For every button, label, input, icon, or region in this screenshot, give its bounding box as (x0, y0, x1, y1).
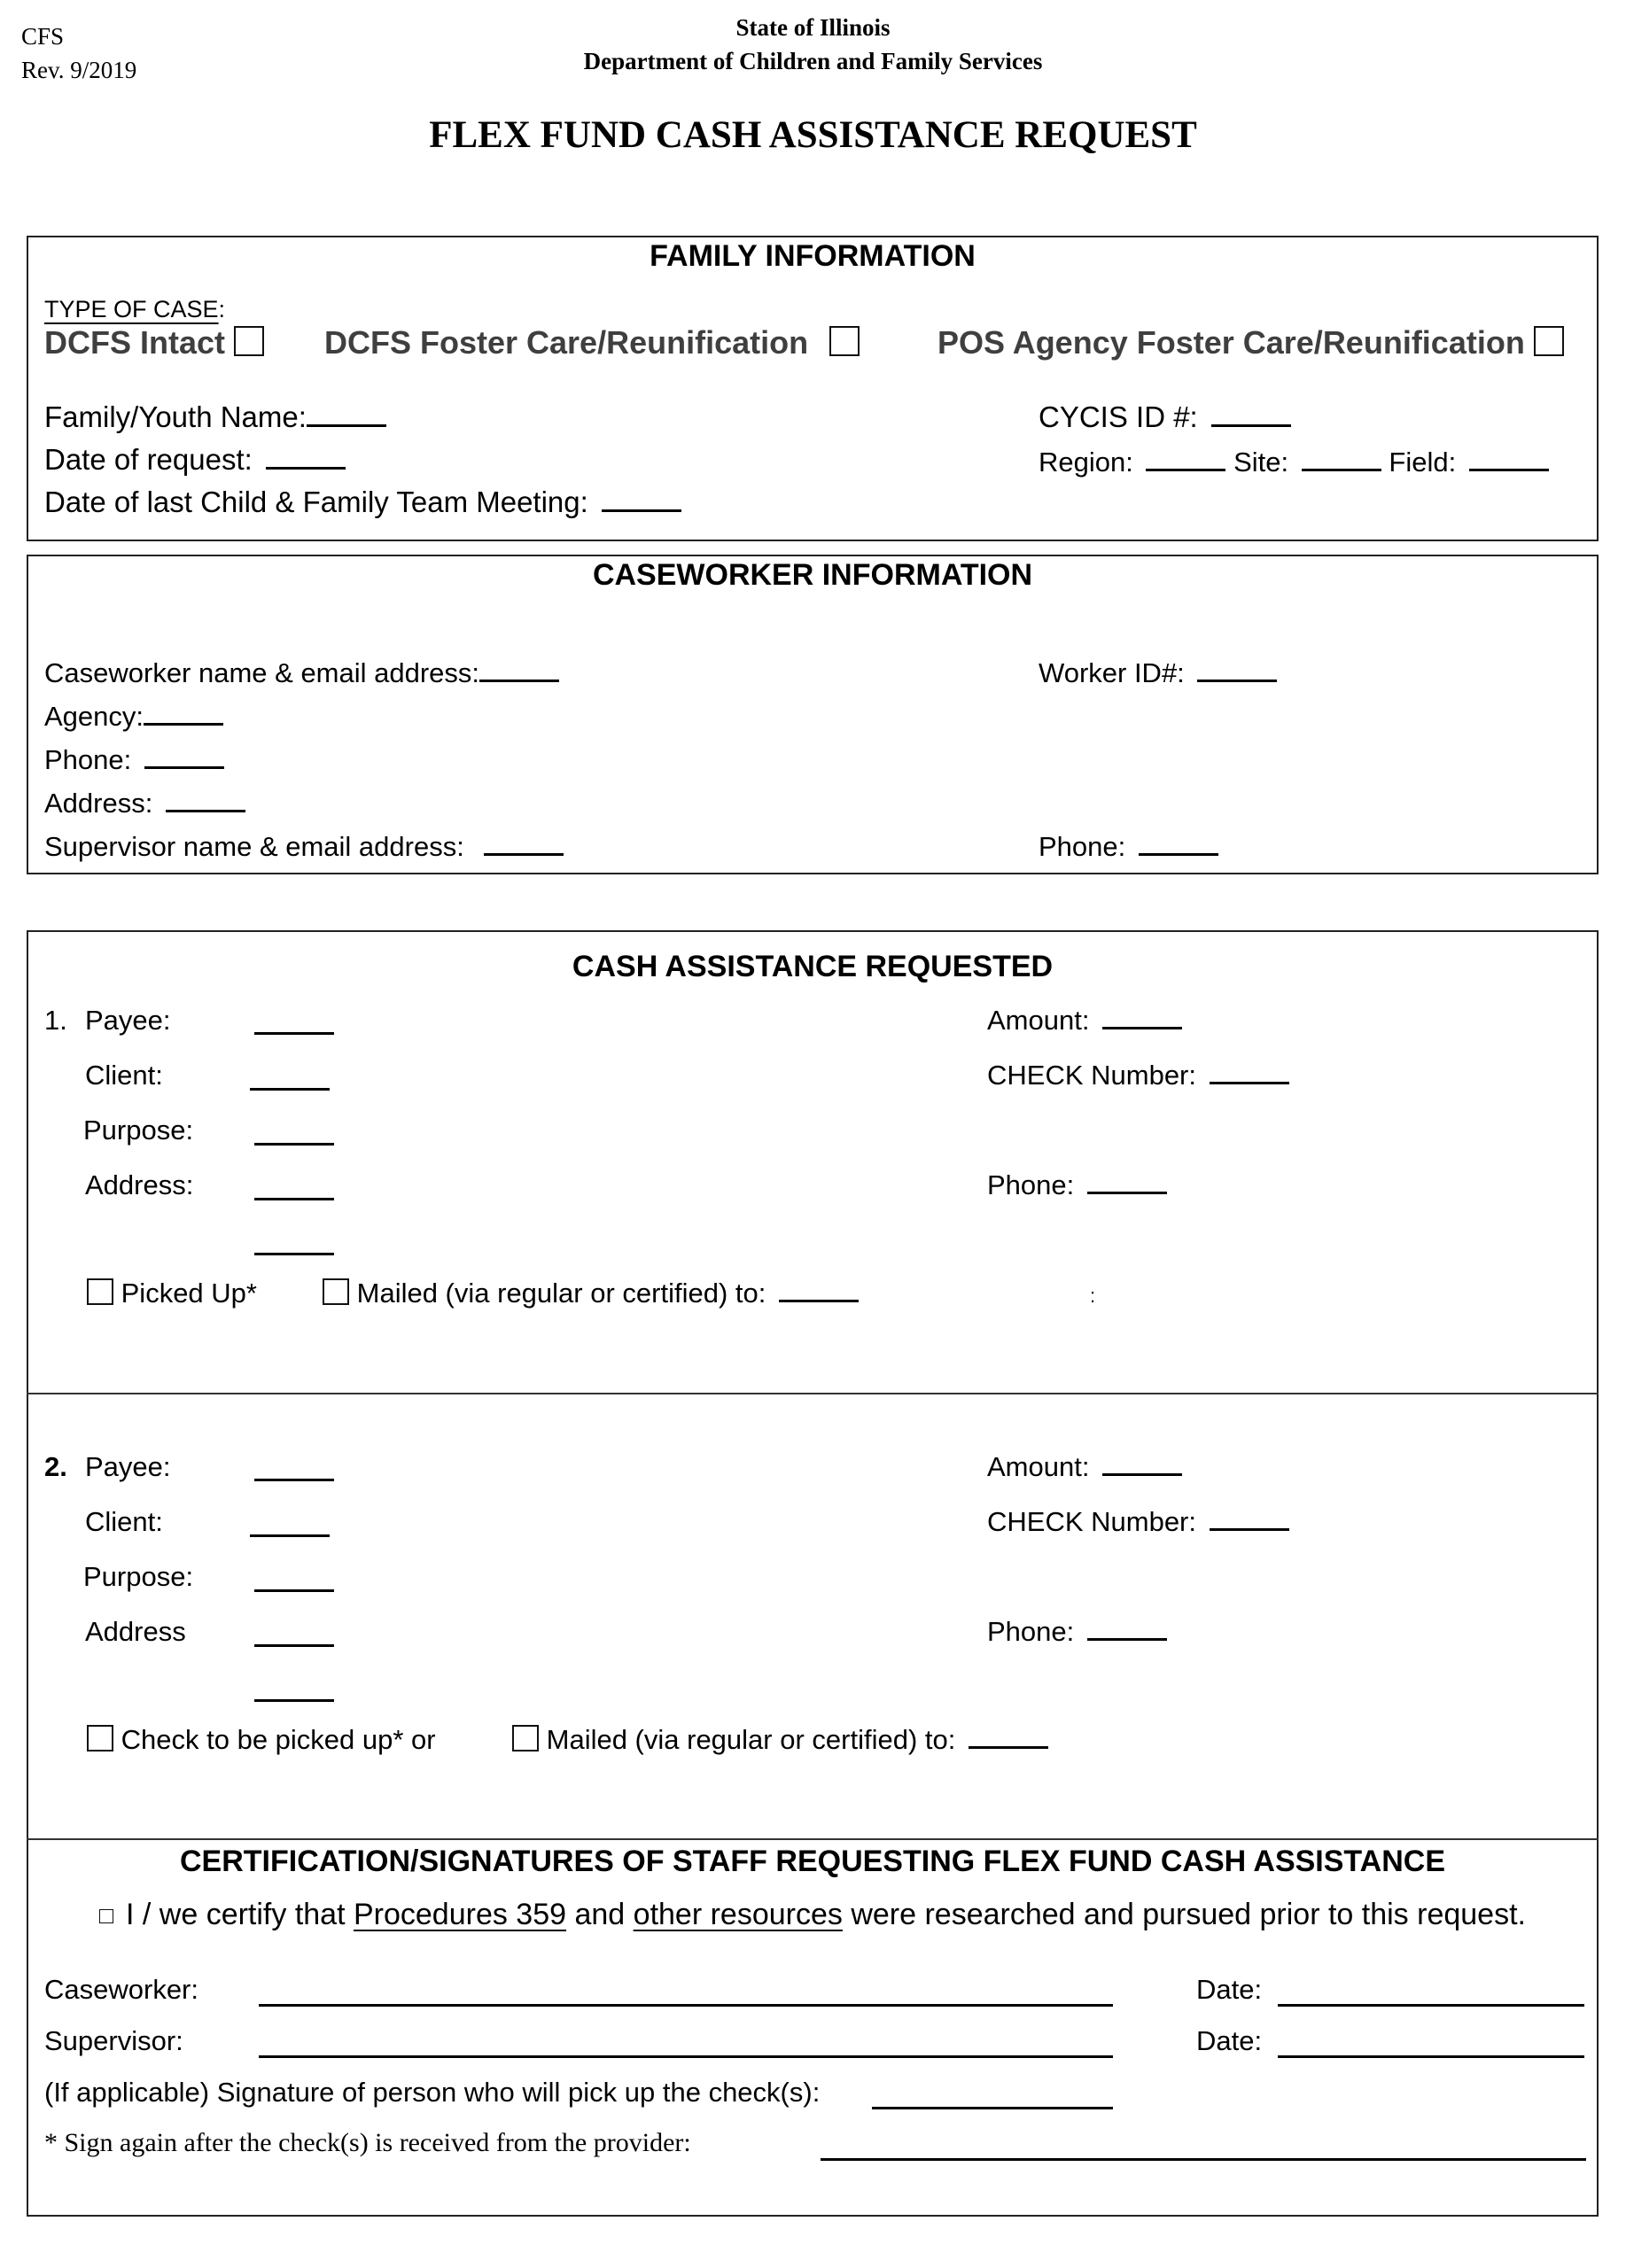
site-input[interactable] (1302, 468, 1381, 471)
checkbox-check-picked-up[interactable] (87, 1725, 113, 1751)
stray-colon: : (1090, 1285, 1096, 1307)
phone-field[interactable]: Phone: (987, 1169, 1167, 1201)
caseworker-address-field[interactable]: Address: (44, 788, 245, 819)
field-input[interactable] (1469, 468, 1549, 471)
caseworker-information-section (27, 555, 1599, 874)
caseworker-name-input[interactable] (479, 679, 559, 682)
section-title-cash-assistance: CASH ASSISTANCE REQUESTED (572, 950, 1054, 983)
supervisor-signature-line[interactable] (259, 2055, 1113, 2058)
purpose-label: Purpose: (83, 1561, 194, 1592)
state-name: State of Illinois (735, 14, 891, 41)
worker-id-field[interactable]: Worker ID#: (1039, 657, 1277, 689)
request-divider (27, 1393, 1599, 1394)
sign-again-line[interactable] (821, 2158, 1586, 2161)
agency-input[interactable] (144, 722, 223, 726)
caseworker-signature-line[interactable] (259, 2004, 1113, 2007)
checkbox-mailed[interactable] (323, 1278, 349, 1305)
amount-input[interactable] (1102, 1472, 1182, 1476)
case-type-dcfs-intact[interactable] (44, 324, 264, 361)
pickup-signature-line[interactable] (872, 2107, 1113, 2109)
mailed-option[interactable]: Mailed (via regular or certified) to: (512, 1724, 1048, 1756)
amount-input[interactable] (1102, 1026, 1182, 1029)
form-revision: Rev. 9/2019 (21, 57, 137, 83)
caseworker-phone-field[interactable]: Phone: (44, 744, 224, 776)
type-of-case-label: TYPE OF CASE: (44, 296, 226, 322)
caseworker-address-input[interactable] (166, 809, 245, 812)
payee-label: Payee: (85, 1451, 171, 1482)
check-number-field[interactable]: CHECK Number: (987, 1506, 1289, 1538)
supervisor-phone-field[interactable]: Phone: (1039, 831, 1218, 863)
address-label: Address: (85, 1169, 194, 1200)
department-name: Department of Children and Family Services (583, 48, 1043, 74)
picked-up-option[interactable]: Picked Up* (87, 1278, 257, 1309)
request-number: 2. (44, 1451, 67, 1482)
checkbox-dcfs-foster-care[interactable] (829, 326, 860, 356)
caseworker-date-line[interactable] (1278, 2004, 1584, 2007)
purpose-input[interactable] (254, 1588, 334, 1592)
family-youth-name-field[interactable]: Family/Youth Name: (44, 400, 386, 434)
purpose-label: Purpose: (83, 1115, 194, 1146)
caseworker-date-label: Date: (1196, 1974, 1263, 2005)
case-type-label: DCFS Intact (44, 324, 226, 361)
payee-label: Payee: (85, 1005, 171, 1036)
client-label: Client: (85, 1060, 163, 1091)
checkbox-picked-up[interactable] (87, 1278, 113, 1305)
phone-input[interactable] (1087, 1637, 1167, 1641)
purpose-input[interactable] (254, 1142, 334, 1146)
agency-field[interactable]: Agency: (44, 701, 223, 733)
supervisor-date-label: Date: (1196, 2025, 1263, 2056)
supervisor-name-field[interactable]: Supervisor name & email address: (44, 831, 564, 863)
mailed-to-input[interactable] (969, 1745, 1048, 1749)
checkbox-mailed[interactable] (512, 1725, 539, 1751)
case-type-pos-agency-foster-care[interactable] (937, 324, 1564, 361)
amount-field[interactable]: Amount: (987, 1005, 1182, 1037)
phone-input[interactable] (1087, 1191, 1167, 1194)
amount-field[interactable]: Amount: (987, 1451, 1182, 1483)
case-type-label: POS Agency Foster Care/Reunification (937, 324, 1525, 361)
address-label: Address (85, 1616, 186, 1647)
phone-field[interactable]: Phone: (987, 1616, 1167, 1648)
sign-again-label: * Sign again after the check(s) is received from the provider: (44, 2128, 691, 2157)
last-cftm-input[interactable] (602, 509, 681, 512)
checkbox-certify[interactable] (99, 1909, 113, 1923)
cash-assistance-section (27, 930, 1599, 2217)
cycis-id-input[interactable] (1211, 423, 1291, 427)
pickup-signature-label: (If applicable) Signature of person who will pick up the check(s): (44, 2077, 821, 2108)
family-information-section (27, 236, 1599, 541)
address-input-line-2[interactable] (254, 1698, 334, 1702)
procedures-359-link[interactable]: Procedures 359 (353, 1898, 567, 1931)
address-input-line-1[interactable] (254, 1197, 334, 1200)
section-title-family-information: FAMILY INFORMATION (650, 239, 976, 273)
region-input[interactable] (1146, 468, 1225, 471)
client-input[interactable] (250, 1087, 330, 1091)
supervisor-date-line[interactable] (1278, 2055, 1584, 2058)
address-input-line-1[interactable] (254, 1643, 334, 1647)
section-title-certification: CERTIFICATION/SIGNATURES OF STAFF REQUESTING FLEX FUND CASH ASSISTANCE (179, 1845, 1446, 1878)
checkbox-pos-agency-foster-care[interactable] (1534, 326, 1564, 356)
certification-divider (27, 1838, 1599, 1840)
request-number: 1. (44, 1005, 67, 1036)
case-type-dcfs-foster-care[interactable] (324, 324, 860, 361)
case-type-label: DCFS Foster Care/Reunification (324, 324, 809, 361)
worker-id-input[interactable] (1197, 679, 1277, 682)
client-input[interactable] (250, 1534, 330, 1537)
check-number-field[interactable]: CHECK Number: (987, 1060, 1289, 1091)
mailed-to-input[interactable] (779, 1299, 859, 1302)
form-code: CFS (21, 23, 65, 50)
family-youth-name-input[interactable] (307, 423, 386, 427)
checkbox-dcfs-intact[interactable] (234, 326, 264, 356)
caseworker-name-field[interactable]: Caseworker name & email address: (44, 657, 559, 689)
date-of-request-field[interactable]: Date of request: (44, 443, 346, 477)
caseworker-signature-label: Caseworker: (44, 1974, 198, 2005)
certification-statement: I / we certify that Procedures 359 and other resources were researched and pursued prior to this request. (28, 1898, 1597, 1932)
supervisor-name-input[interactable] (484, 852, 564, 856)
payee-input[interactable] (254, 1478, 334, 1481)
section-title-caseworker-information: CASEWORKER INFORMATION (592, 558, 1033, 592)
other-resources-link[interactable]: other resources (633, 1898, 843, 1931)
cycis-id-field[interactable]: CYCIS ID #: (1039, 400, 1291, 434)
check-number-input[interactable] (1210, 1081, 1289, 1084)
date-of-request-input[interactable] (266, 466, 346, 470)
supervisor-signature-label: Supervisor: (44, 2025, 183, 2056)
caseworker-phone-input[interactable] (144, 765, 224, 769)
client-label: Client: (85, 1506, 163, 1537)
supervisor-phone-input[interactable] (1139, 852, 1218, 856)
last-cftm-field[interactable]: Date of last Child & Family Team Meeting: (44, 485, 681, 519)
mailed-option[interactable]: Mailed (via regular or certified) to: (323, 1278, 859, 1309)
payee-input[interactable] (254, 1031, 334, 1035)
check-number-input[interactable] (1210, 1527, 1289, 1531)
page-title: FLEX FUND CASH ASSISTANCE REQUEST (429, 114, 1197, 156)
region-site-field-row: Region: Site: Field: (1039, 447, 1549, 478)
check-picked-up-option[interactable]: Check to be picked up* or (87, 1724, 436, 1756)
address-input-line-2[interactable] (254, 1252, 334, 1255)
